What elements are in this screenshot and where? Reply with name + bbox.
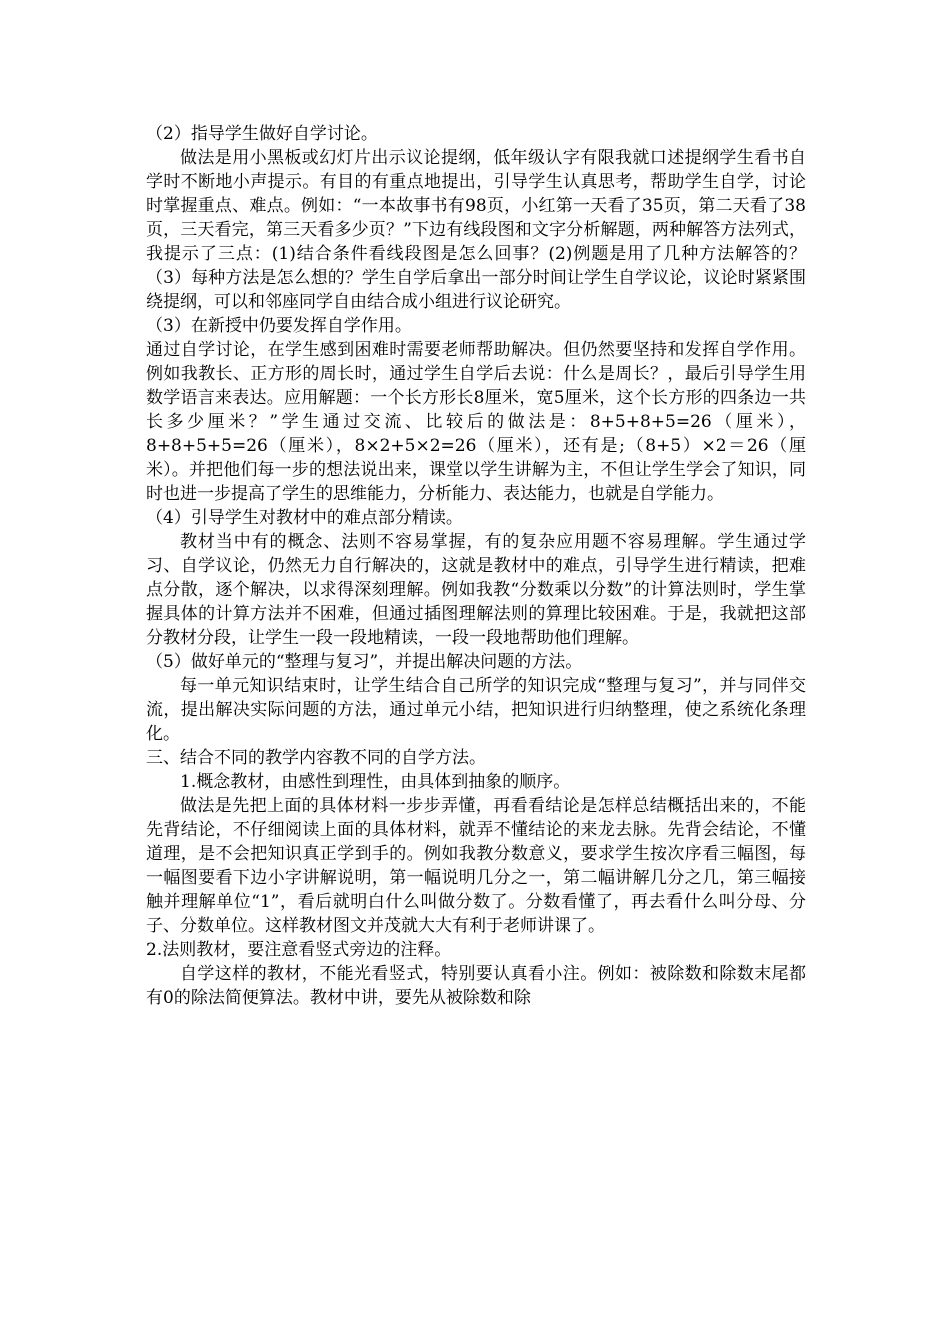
paragraph-heading-5: （5）做好单元的“整理与复习”，并提出解决问题的方法。 xyxy=(146,652,583,672)
document-page xyxy=(146,122,806,1010)
paragraph-concept-method: 做法是先把上面的具体材料一步步弄懂，再看看结论是怎样总结概括出来的，不能先背结论，不仔细阅读上面的具体材料，就弄不懂结论的来龙去脉。先背会结论，不懂道理，是不会把知识真正学到手的。例如我教分数意义，要求学生按次序看三幅图，每一幅图要看下边小字讲解说明，第一幅说明几分之一，第二幅讲解几分之几，第三幅接触并理解单位“1”，看后就明白什么叫做分数了。分数看懂了，再去看什么叫分母、分子、分数单位。这样教材图文并茂就大大有利于老师讲课了。 xyxy=(146,796,806,936)
paragraph-discussion-outline: 做法是用小黑板或幻灯片出示议论提纲，低年级认字有限我就口述提纲学生看书自学时不断地小声提示。有目的有重点地提出，引导学生认真思考，帮助学生自学，讨论时掌握重点、难点。例如：“一本故事书有98页，小红第一天看了35页，第二天看了38页，三天看完，第三天看多少页？”下边有线段图和文字分析解题，两种解答方法列式，我提示了三点：(1)结合条件看线段图是怎么回事？(2)例题是用了几种方法解答的？（3）每种方法是怎么想的？学生自学后拿出一部分时间让学生自学议论，议论时紧紧围绕提纲，可以和邻座同学自由结合成小组进行议论研究。 xyxy=(146,148,806,312)
paragraph-rule-material: 2.法则教材，要注意看竖式旁边的注释。 xyxy=(146,940,452,960)
paragraph-rule-method: 自学这样的教材，不能光看竖式，特别要认真看小注。例如：被除数和除数末尾都有0的除法简便算法。教材中讲，要先从被除数和除 xyxy=(146,964,806,1008)
paragraph-heading-3: （3）在新授中仍要发挥自学作用。 xyxy=(146,316,412,336)
paragraph-heading-2: （2）指导学生做好自学讨论。 xyxy=(146,124,378,144)
paragraph-perimeter-example: 通过自学讨论，在学生感到困难时需要老师帮助解决。但仍然要坚持和发挥自学作用。例如我教长、正方形的周长时，通过学生自学后去说：什么是周长？，最后引导学生用数学语言来表达。应用解题：一个长方形长8厘米，宽5厘米，这个长方形的四条边一共长多少厘米？”学生通过交流、比较后的做法是：8+5+8+5=26（厘米），8+8+5+5=26（厘米），8×2+5×2=26（厘米），还有是;（8+5）×2＝26（厘米）。并把他们每一步的想法说出来，课堂以学生讲解为主，不但让学生学会了知识，同时也进一步提高了学生的思维能力，分析能力、表达能力，也就是自学能力。 xyxy=(146,340,806,504)
paragraph-difficult-points: 教材当中有的概念、法则不容易掌握，有的复杂应用题不容易理解。学生通过学习、自学议论，仍然无力自行解决的，这就是教材中的难点，引导学生进行精读，把难点分散，逐个解决，以求得深刻理解。例如我教“分数乘以分数”的计算法则时，学生掌握具体的计算方法并不困难，但通过插图理解法则的算理比较困难。于是，我就把这部分教材分段，让学生一段一段地精读，一段一段地帮助他们理解。 xyxy=(146,532,806,648)
paragraph-unit-review: 每一单元知识结束时，让学生结合自己所学的知识完成“整理与复习”，并与同伴交流，提出解决实际问题的方法，通过单元小结，把知识进行归纳整理，使之系统化条理化。 xyxy=(146,676,806,744)
paragraph-concept-material: 1.概念教材，由感性到理性，由具体到抽象的顺序。 xyxy=(180,772,571,792)
section-heading-three: 三、结合不同的教学内容教不同的自学方法。 xyxy=(146,748,486,768)
paragraph-heading-4: （4）引导学生对教材中的难点部分精读。 xyxy=(146,508,463,528)
